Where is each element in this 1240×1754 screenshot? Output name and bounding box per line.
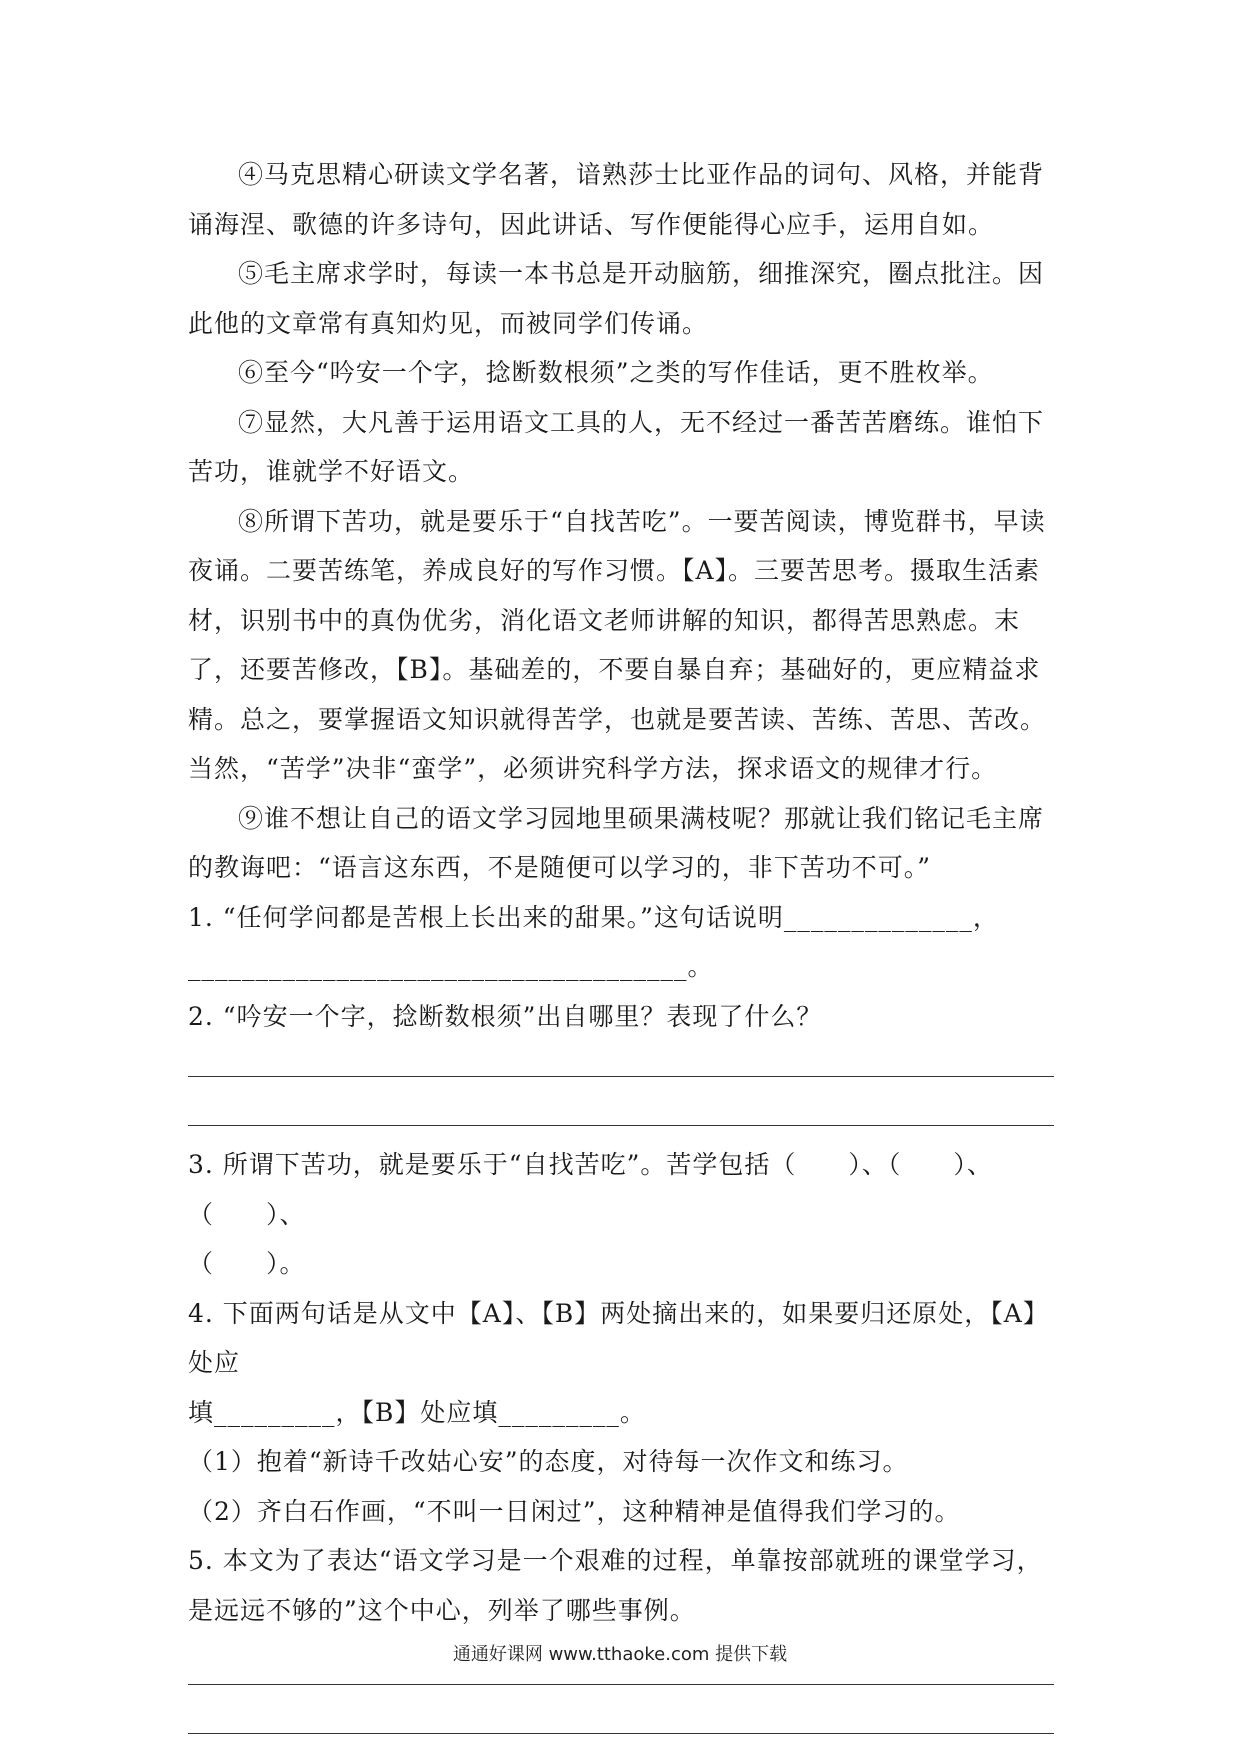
paragraph-8: ⑧所谓下苦功，就是要乐于“自找苦吃”。一要苦阅读，博览群书，早读夜诵。二要苦练笔，养成良好的写作习惯。【A】。三要苦思考。摄取生活素材，识别书中的真伪优劣，消化语文老师讲解的知识，都得苦思熟虑。末了，还要苦修改，【B】。基础差的，不要自暴自弃；基础好的，更应精益求精。总之，要掌握语文知识就得苦学，也就是要苦读、苦练、苦思、苦改。当然，“苦学”决非“蛮学”，必须讲究科学方法，探求语文的规律才行。	[188, 506, 1047, 783]
paragraph-4: ④马克思精心研读文学名著，谙熟莎士比亚作品的词句、风格，并能背诵海涅、歌德的许多诗句，因此讲话、写作便能得心应手，运用自如。	[188, 160, 1045, 239]
document-body	[188, 150, 1054, 1748]
question-2: 2. “吟安一个字，捻断数根须”出自哪里？表现了什么？	[188, 1001, 823, 1031]
paragraph-5: ⑤毛主席求学时，每读一本书总是开动脑筋，细推深究，圈点批注。因此他的文章常有真知灼见，而被同学们传诵。	[188, 259, 1045, 338]
question-3-line-1: 3. 所谓下苦功，就是要乐于“自找苦吃”。苦学包括（ ）、（ ）、（ ）、	[188, 1150, 993, 1229]
answer-line[interactable]	[188, 1699, 1054, 1749]
answer-line[interactable]	[188, 1041, 1054, 1091]
question-1-line-2: _____________________________________。	[188, 952, 714, 981]
footer-credit: 通通好课网 www.tthaoke.com 提供下载	[452, 1644, 788, 1665]
question-4-line-1: 4. 下面两句话是从文中【A】、【B】两处摘出来的，如果要归还原处，【A】处应	[188, 1298, 1049, 1377]
paragraph-9: ⑨谁不想让自己的语文学习园地里硕果满枝呢？那就让我们铭记毛主席的教诲吧：“语言这东西，不是随便可以学习的，非下苦功不可。”	[188, 803, 1045, 882]
question-1-line-1: 1. “任何学问都是苦根上长出来的甜果。”这句话说明______________，	[188, 902, 999, 932]
question-5: 5. 本文为了表达“语文学习是一个艰难的过程，单靠按部就班的课堂学习，是远远不够的”这个中心，列举了哪些事例。	[188, 1546, 1043, 1625]
question-4-line-2: 填_________，【B】处应填_________。	[188, 1397, 646, 1427]
question-4-sentence-1: （1）抱着“新诗千改姑心安”的态度，对待每一次作文和练习。	[188, 1447, 909, 1476]
paragraph-6: ⑥至今“吟安一个字，捻断数根须”之类的写作佳话，更不胜枚举。	[238, 358, 994, 387]
question-3-line-2: （ ）。	[188, 1249, 306, 1278]
paragraph-7: ⑦显然，大凡善于运用语文工具的人，无不经过一番苦苦磨练。谁怕下苦功，谁就学不好语文。	[188, 407, 1045, 486]
question-4-sentence-2: （2）齐白石作画，“不叫一日闲过”，这种精神是值得我们学习的。	[188, 1496, 961, 1526]
answer-line[interactable]	[188, 1091, 1054, 1141]
